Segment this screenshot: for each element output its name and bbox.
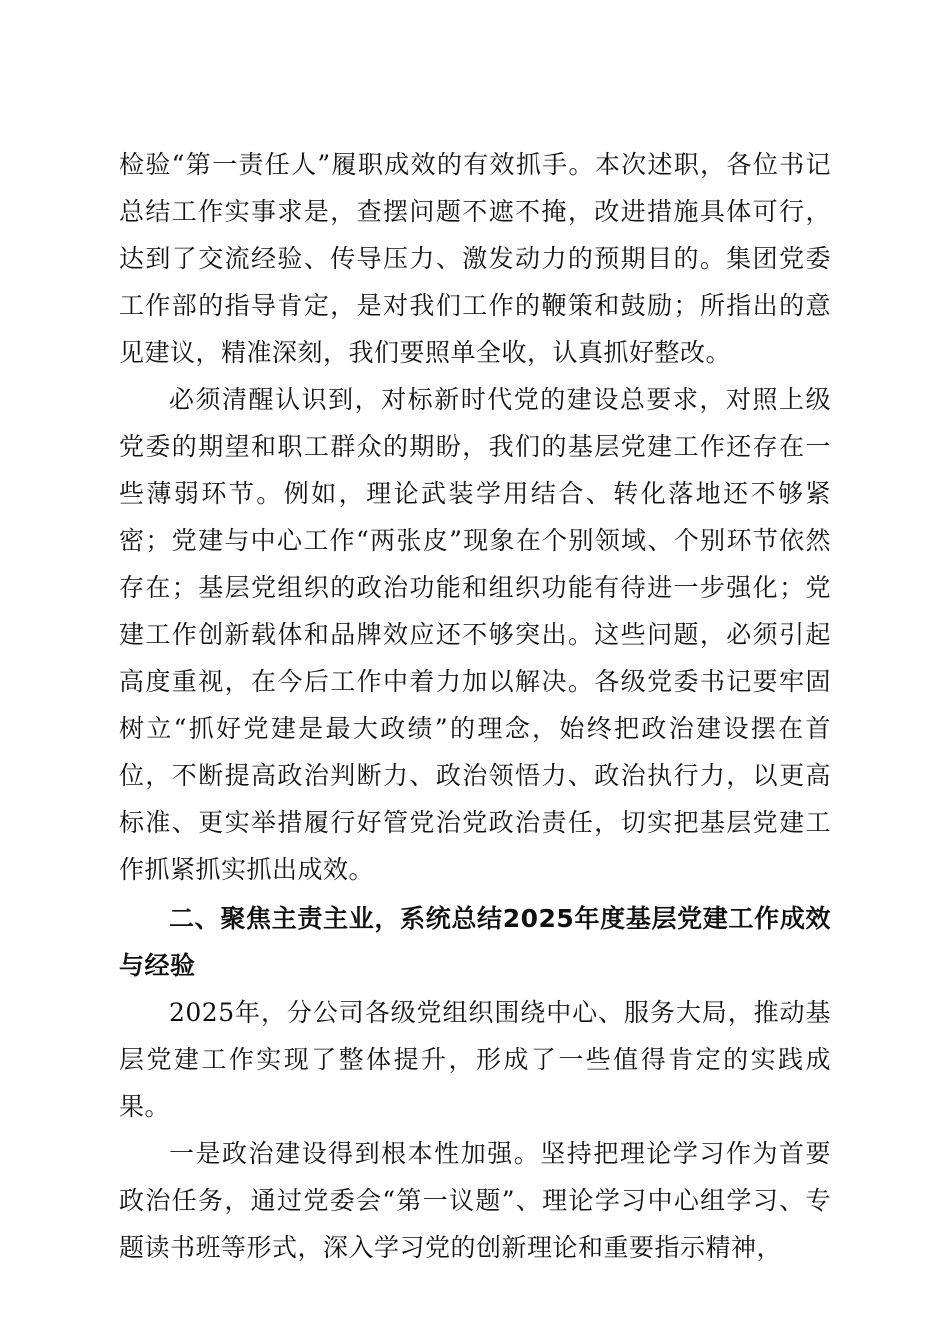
paragraph-weaknesses: 必须清醒认识到，对标新时代党的建设总要求，对照上级党委的期望和职工群众的期盼，我们的基层党建工作还存在一些薄弱环节。例如，理论武装学用结合、转化落地还不够紧密；党建与中心工作“两张皮”现象在个别领域、个别环节依然存在；基层党组织的政治功能和组织功能有待进一步强化；党建工作创新载体和品牌效应还不够突出。这些问题，必须引起高度重视，在今后工作中着力加以解决。各级党委书记要牢固树立“抓好党建是最大政绩”的理念，始终把政治建设摆在首位，不断提高政治判断力、政治领悟力、政治执行力，以更高标准、更实举措履行好管党治党政治责任，切实把基层党建工作抓紧抓实抓出成效。 — [119, 385, 831, 884]
paragraph-political-building — [119, 1130, 831, 1271]
paragraph-review-summary: 检验“第一责任人”履职成效的有效抓手。本次述职，各位书记总结工作实事求是，查摆问题不遮不掩，改进措施具体可行，达到了交流经验、传导压力、激发动力的预期目的。集团党委工作部的指导肯定，是对我们工作的鞭策和鼓励；所指出的意见建议，精准深刻，我们要照单全收，认真抓好整改。 — [119, 150, 831, 367]
section-heading-2: 二、聚焦主责主业，系统总结2025年度基层党建工作成效与经验 — [119, 904, 831, 980]
paragraph-lead-phrase: 一是政治建设得到根本性加强。 — [169, 1139, 541, 1168]
paragraph-body-text: 坚持把理论学习作为首要政治任务，通过党委会“第一议题”、理论学习中心组学习、专题读书班等形式，深入学习党的创新理论和重要指示精神， — [119, 1139, 831, 1262]
paragraph-2025-overview: 2025年，分公司各级党组织围绕中心、服务大局，推动基层党建工作实现了整体提升，形成了一些值得肯定的实践成果。 — [119, 998, 831, 1121]
document-body — [119, 141, 831, 1271]
